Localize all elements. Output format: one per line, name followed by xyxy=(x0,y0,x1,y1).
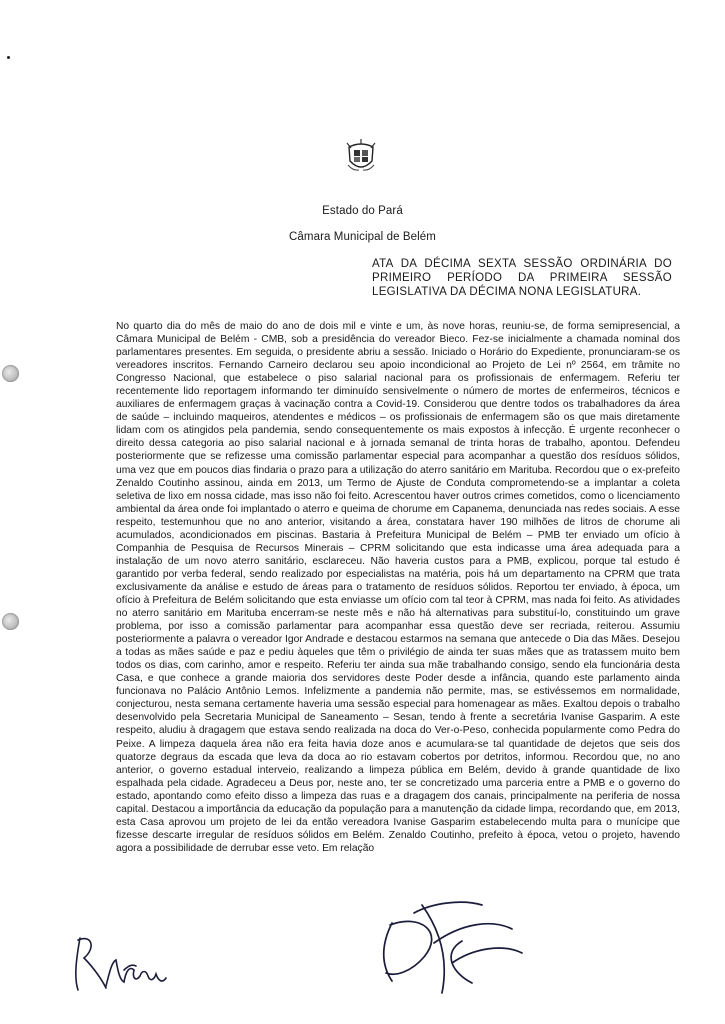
signature-right xyxy=(352,893,532,1003)
punch-hole-lower xyxy=(2,613,19,630)
minutes-body: No quarto dia do mês de maio do ano de dois mil e vinte e um, às nove horas, reuniu-se, de forma semipresencial, a Câmara Municipal de Belém - CMB, sob a presidência do vereador Bieco. Fez-se inicialmente a chamada nominal dos parlamentares presentes. Em seguida, o presidente abriu a sessão. Iniciado o Horário do Expediente, pronunciaram-se os vereadores inscritos. Fernando Carneiro declarou seu apoio incondicional ao Projeto de Lei nº 2564, em trâmite no Congresso Nacional, que estabelece o piso salarial nacional para os profissionais de enfermagem. Referiu ter recentemente lido reportagem informando ter diminuído sensivelmente o número de mortes de enfermeiros, técnicos e auxiliares de enfermagem graças à vacinação contra a Covid-19. Considerou que dentre todos os trabalhadores da área de saúde – incluindo maqueiros, atendentes e médicos – os profissionais de enfermagem são os que mais diretamente lidam com os atingidos pela pandemia, sendo consequentemente os mais expostos à infecção. É urgente reconhecer o direito dessa categoria ao piso salarial nacional e à jornada semanal de trinta horas de trabalho, apontou. Defendeu posteriormente que se refizesse uma comissão parlamentar especial para acompanhar a questão dos resíduos sólidos, uma vez que em poucos dias findaria o prazo para a utilização do aterro sanitário em Marituba. Recordou que o ex-prefeito Zenaldo Coutinho assinou, ainda em 2013, um Termo de Ajuste de Conduta comprometendo-se a implantar a coleta seletiva de lixo em nossa cidade, mas isso não foi feito. Acrescentou haver outros crimes cometidos, como o licenciamento ambiental da área onde foi implantado o aterro e queima de chorume em Capanema, denunciada nas redes sociais. A esse respeito, testemunhou que no ano anterior, visitando a área, constatara haver 190 milhões de litros de chorume ali acumulados, acondicionados em piscinas. Bastaria à Prefeitura Municipal de Belém – PMB ter enviado um ofício à Companhia de Pesquisa de Recursos Minerais – CPRM solicitando que esta indicasse uma área adequada para a instalação de um novo aterro sanitário, esclareceu. Não haveria custos para a PMB, explicou, porque tal estudo é garantido por verba federal, sendo realizado por especialistas na matéria, pois há um departamento na CPRM que trata exclusivamente da análise e estudo de áreas para o tratamento de resíduos sólidos. Reportou ter enviado, à época, um ofício à Prefeitura de Belém solicitando que esta enviasse um ofício com tal teor à CPRM, mas nada foi feito. As atividades no aterro sanitário em Marituba encerram-se neste mês e não há alternativas para substituí-lo, constituindo um grave problema, por isso a comissão parlamentar para acompanhar essa questão deve ser recriada, reiterou. Assumiu posteriormente a palavra o vereador Igor Andrade e destacou estarmos na semana que antecede o Dia das Mães. Desejou a todas as mães saúde e paz e pediu àqueles que têm o privilégio de ainda ter suas mães que as tratassem muito bem todos os dias, com carinho, amor e respeito. Referiu ter ainda sua mãe trabalhando consigo, sendo ela funcionária desta Casa, e que conhece a grande maioria dos servidores deste Poder desde a infância, quando este parlamento ainda funcionava no Palácio Antônio Lemos. Infelizmente a pandemia não permite, mas, se estivéssemos em normalidade, conjecturou, nesta semana certamente haveria uma sessão especial para homenagear as mães. Exaltou depois o trabalho desenvolvido pela Secretaria Municipal de Saneamento – Sesan, tendo à frente a secretária Ivanise Gasparim. A este respeito, aludiu à dragagem que estava sendo realizada na doca do Ver-o-Peso, conhecida popularmente como Pedra do Peixe. A limpeza daquela área não era feita havia doze anos e acumulara-se tal quantidade de dejetos que seis dos quatorze degraus da escada que leva da doca ao rio estavam cobertos por detritos, informou. Recordou que, no ano anterior, o governo estadual interveio, realizando a limpeza pública em Belém, devido à grande quantidade de lixo espalhada pela cidade. Agradeceu a Deus por, neste ano, ter se concretizado uma parceria entre a PMB e o governo do estado, apontando como efeito disso a limpeza das ruas e a dragagem dos canais, principalmente na periferia de nossa capital. Destacou a importância da educação da população para a manutenção da cidade limpa, recordando que, em 2013, esta Casa aprovou um projeto de lei da então vereadora Ivanise Gasparim estabelecendo multa para o munícipe que fizesse descarte irregular de resíduos sólidos em Belém. Zenaldo Coutinho, prefeito à época, vetou o projeto, havendo agora a possibilidade de derrubar esse veto. Em relação xyxy=(116,321,680,854)
chamber-name: Câmara Municipal de Belém xyxy=(289,231,436,243)
scan-speck xyxy=(7,56,10,59)
coat-of-arms-icon xyxy=(345,139,377,175)
punch-hole-upper xyxy=(2,365,19,382)
signature-left xyxy=(66,930,176,1000)
minutes-title: ATA DA DÉCIMA SEXTA SESSÃO ORDINÁRIA DO PRIMEIRO PERÍODO DA PRIMEIRA SESSÃO LEGISLATIVA DA DÉCIMA NONA LEGISLATURA. xyxy=(372,258,672,298)
state-name: Estado do Pará xyxy=(322,205,403,217)
